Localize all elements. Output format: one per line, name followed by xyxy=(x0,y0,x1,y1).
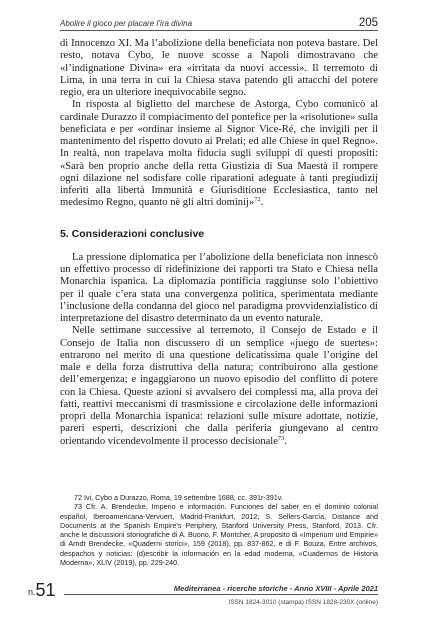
footnote-73: 73 Cfr. A. Brendecke, Imperio e información. Funciones del saber en el dominio colonial español, Iberoamericana-Vervuert, Madrid-Frankfurt, 2012; S. Sellers-García, Distance and Documents at the Spanish Empire’s Periphery, Stanford University Press, Stanford, 2013. Cfr. anche le discussioni storiografiche di A. Buono, F. Montcher, A proposito di «Imperium und Empirie» di Arndt Brendecke, «Quaderni storici», 159 (2018), pp. 837-862, e di F. Bouza, Entre archivos, despachos y noticias: (d)escribir la información en la edad moderna, «Cuadernos de Historia Moderna», XLIV (2019), pp. 229-240. xyxy=(60,502,378,568)
section-heading: 5. Considerazioni conclusive xyxy=(60,227,205,240)
paragraph-3: La pressione diplomatica per l’abolizione della beneficiata non innescò un effettivo processo di ridefinizione dei rapporti tra Stato e Chiesa nella Monarchia ispanica. La diplomazia pontificia raggiunse solo l’obiettivo per il quale c’era stata una convergenza politica, sperimentata mediante l’inclusione della condanna del gioco nel paradigma provvidenzialistico di interpretazione del disastro determinato da un evento naturale. xyxy=(60,251,378,324)
paragraph-4-text: Nelle settimane successive al terremoto, il Consejo de Estado e il Consejo de Italia non discussero di un semplice «juego de suertes»: entrarono nel merito di una questione delicatissima quale l’origine del male e della forza distruttiva della natura; contribuirono alla gestione dell’emergenza; e ingaggiarono un nuovo episodio del conflitto di potere con la Chiesa. Queste azioni si avvalsero dei complessi ma, alla prova dei fatti, reattivi meccanismi di trasmissione e circolazione delle informazioni propri della Monarchia ispanica: relazioni sulle misure adottate, notizie, pareri esperti, descrizioni che dalla periferia giungevano al centro orientando vicendevolmente il processo decisionale xyxy=(60,325,378,447)
issue-prefix: n. xyxy=(28,587,36,597)
paragraph-2-tail: . xyxy=(260,197,264,209)
paragraph-2 xyxy=(60,99,378,209)
footnote-72: 72 Ivi, Cybo a Durazzo, Roma, 19 settembre 1688, cc. 391r-391v. xyxy=(74,493,283,502)
page-number: 205 xyxy=(358,17,378,29)
footnotes xyxy=(60,493,378,567)
main-text xyxy=(60,38,378,448)
page-footer xyxy=(28,580,378,620)
paragraph-2-text: In risposta al biglietto del marchese de Astorga, Cybo comunicò al cardinale Durazzo il compiacimento del pontefice per la «risolutione» sulla beneficiata e per «ordinar insieme al Signor Vice-Ré, che invigili per il mantenimento del rispetto dovuto ai Prelati; ed alle Chiese in quel Regno». In realtà, non trapelava molta fiducia sugli sviluppi di questi propositi: «Sarà ben proprio anche della retta Giustizia di Sua Maestà il rompere ogni dilazione nel sodisfare colle riparationi adeguate à tanti pregiudizij inferiti alla libertà Immunità e Giurisditione Ecclesiastica, tanto nel medesimo Regno, quanto nè gli altri dominij» xyxy=(60,99,378,209)
footnote-ref-72[interactable]: 72 xyxy=(254,196,261,204)
running-header xyxy=(60,10,378,30)
paragraph-4-tail: . xyxy=(284,435,288,447)
footnote-ref-73[interactable]: 73 xyxy=(277,434,285,442)
paragraph-1: di Innocenzo XI. Ma l’abolizione della beneficiata non poteva bastare. Del resto, notava Cybo, le nuove scosse a Napoli dimostravano che «l’indignatione Divina» era «irritata da nuovi accessi». Il terremoto di Lima, in una terra in cui la Chiesa stava patendo gli attacchi del potere regio, era un ulteriore inequivocabile segno. xyxy=(60,38,378,98)
header-rule xyxy=(60,30,378,31)
footer-rule xyxy=(64,594,378,595)
paragraph-4 xyxy=(60,325,378,448)
issn: ISSN 1824-3010 (stampa) ISSN 1828-230X (online) xyxy=(228,599,378,606)
issue-label xyxy=(28,580,56,601)
running-title: Abolire il gioco per placare l’ira divina xyxy=(60,19,193,28)
issue-number: 51 xyxy=(35,580,56,600)
journal-info: Mediterranea - ricerche storiche - Anno XVIII - Aprile 2021 xyxy=(173,584,378,593)
